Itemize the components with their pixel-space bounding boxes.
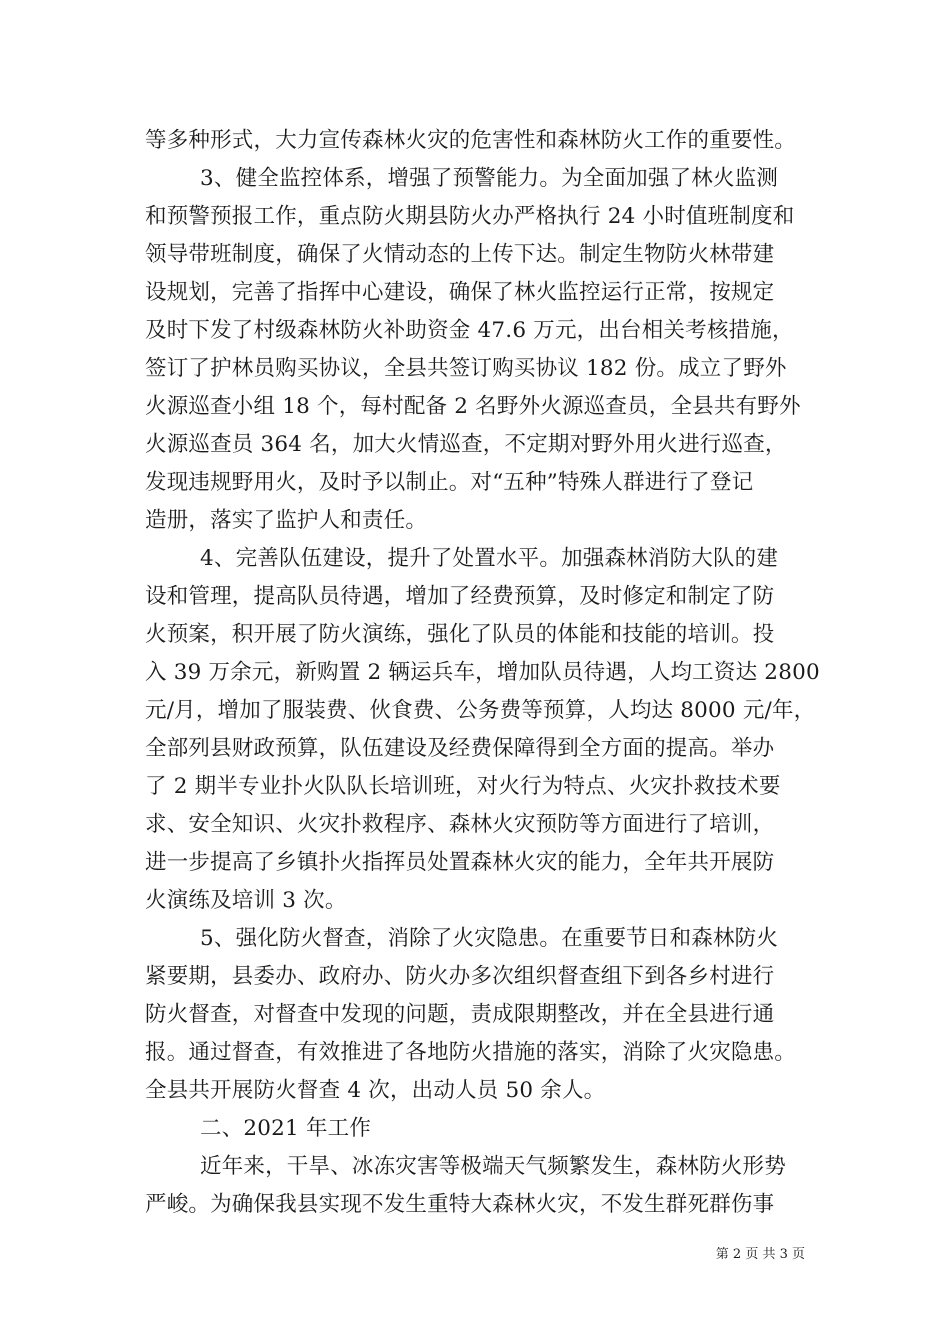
body-line-29: 严峻。为确保我县实现不发生重特大森林火灾，不发生群死群伤事: [145, 1192, 775, 1217]
body-line-1: 等多种形式，大力宣传森林火灾的危害性和森林防火工作的重要性。: [145, 128, 797, 153]
body-line-23: 紧要期，县委办、政府办、防火办多次组织督查组下到各乡村进行: [145, 964, 775, 989]
body-line-13: 设和管理，提高队员待遇，增加了经费预算，及时修定和制定了防: [145, 584, 775, 609]
section-heading-2021-work: 二、2021 年工作: [200, 1116, 372, 1141]
body-line-21: 火演练及培训 3 次。: [145, 888, 347, 913]
body-line-12: 4、完善队伍建设，提升了处置水平。加强森林消防大队的建: [200, 546, 779, 571]
body-line-11: 造册，落实了监护人和责任。: [145, 508, 428, 533]
body-line-25: 报。通过督查，有效推进了各地防火措施的落实，消除了火灾隐患。: [145, 1040, 797, 1065]
body-line-18: 了 2 期半专业扑火队队长培训班，对火行为特点、火灾扑救技术要: [145, 774, 781, 799]
body-line-6: 及时下发了村级森林防火补助资金 47.6 万元，出台相关考核措施，: [145, 318, 794, 343]
body-line-4: 领导带班制度，确保了火情动态的上传下达。制定生物防火林带建: [145, 242, 775, 267]
body-line-28: 近年来，干旱、冰冻灾害等极端天气频繁发生，森林防火形势: [200, 1154, 786, 1179]
body-line-5: 设规划，完善了指挥中心建设，确保了林火监控运行正常，按规定: [145, 280, 775, 305]
page-number-footer: 第 2 页 共 3 页: [715, 1247, 805, 1262]
body-line-24: 防火督查，对督查中发现的问题，责成限期整改，并在全县进行通: [145, 1002, 775, 1027]
body-line-17: 全部列县财政预算，队伍建设及经费保障得到全方面的提高。举办: [145, 736, 775, 761]
body-line-7: 签订了护林员购买协议，全县共签订购买协议 182 份。成立了野外: [145, 356, 787, 381]
body-line-14: 火预案，积开展了防火演练，强化了队员的体能和技能的培训。投: [145, 622, 775, 647]
body-line-8: 火源巡查小组 18 个，每村配备 2 名野外火源巡查员，全县共有野外: [145, 394, 801, 419]
body-line-16: 元/月，增加了服装费、伙食费、公务费等预算，人均达 8000 元/年，: [145, 698, 816, 723]
body-line-22: 5、强化防火督查，消除了火灾隐患。在重要节日和森林防火: [200, 926, 779, 951]
body-line-15: 入 39 万余元，新购置 2 辆运兵车，增加队员待遇，人均工资达 2800: [145, 660, 820, 685]
body-line-2: 3、健全监控体系，增强了预警能力。为全面加强了林火监测: [200, 166, 779, 191]
body-line-20: 进一步提高了乡镇扑火指挥员处置森林火灾的能力，全年共开展防: [145, 850, 775, 875]
body-line-26: 全县共开展防火督查 4 次，出动人员 50 余人。: [145, 1078, 606, 1103]
body-line-3: 和预警预报工作，重点防火期县防火办严格执行 24 小时值班制度和: [145, 204, 795, 229]
body-line-9: 火源巡查员 364 名，加大火情巡查，不定期对野外用火进行巡查，: [145, 432, 787, 457]
body-line-19: 求、安全知识、火灾扑救程序、森林火灾预防等方面进行了培训，: [145, 812, 775, 837]
body-line-10: 发现违规野用火，及时予以制止。对“五种”特殊人群进行了登记: [145, 470, 754, 495]
